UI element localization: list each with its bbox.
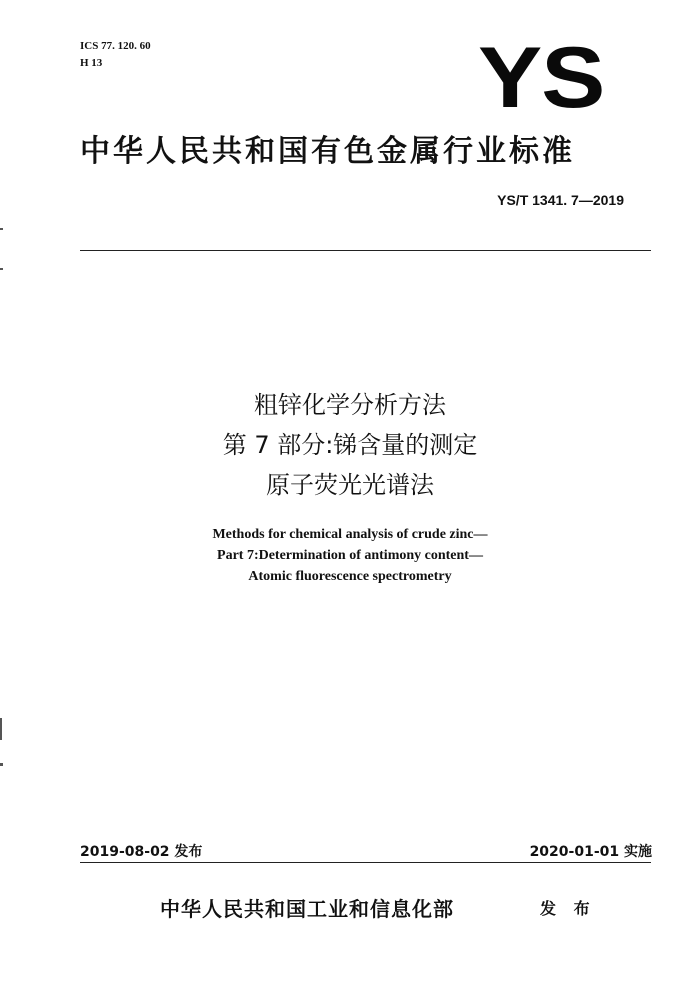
english-title-line-3: Atomic fluorescence spectrometry [248,569,452,584]
standard-number: YS/T 1341. 7—2019 [497,192,624,208]
ys-logo: YS [478,30,605,126]
organization-title: 中华人民共和国有色金属行业标准 [80,134,575,169]
chinese-title-line-3: 原子荧光光谱法 [266,471,434,499]
chinese-title [0,385,700,505]
footer-divider [80,862,651,863]
issuing-authority: 中华人民共和国工业和信息化部 [160,897,454,921]
classification-codes [80,38,151,72]
issue-date: 2019-08-02 发布 [80,844,203,860]
header-divider [80,250,651,251]
ics-code: ICS 77. 120. 60 [80,40,151,52]
english-title-line-2: Part 7:Determination of antimony content— [217,548,483,563]
scan-artifact-mark [0,228,3,230]
english-title [0,524,700,587]
chinese-title-line-1: 粗锌化学分析方法 [254,391,446,419]
scan-artifact-mark [0,718,2,740]
english-title-line-1: Methods for chemical analysis of crude zinc— [212,527,488,542]
issue-label: 发 布 [540,899,596,918]
ccs-code: H 13 [80,57,103,69]
chinese-title-line-2: 第 7 部分:锑含量的测定 [222,431,478,459]
effective-date: 2020-01-01 实施 [529,844,652,860]
scan-artifact-mark [0,268,3,270]
scan-artifact-mark [0,763,3,766]
